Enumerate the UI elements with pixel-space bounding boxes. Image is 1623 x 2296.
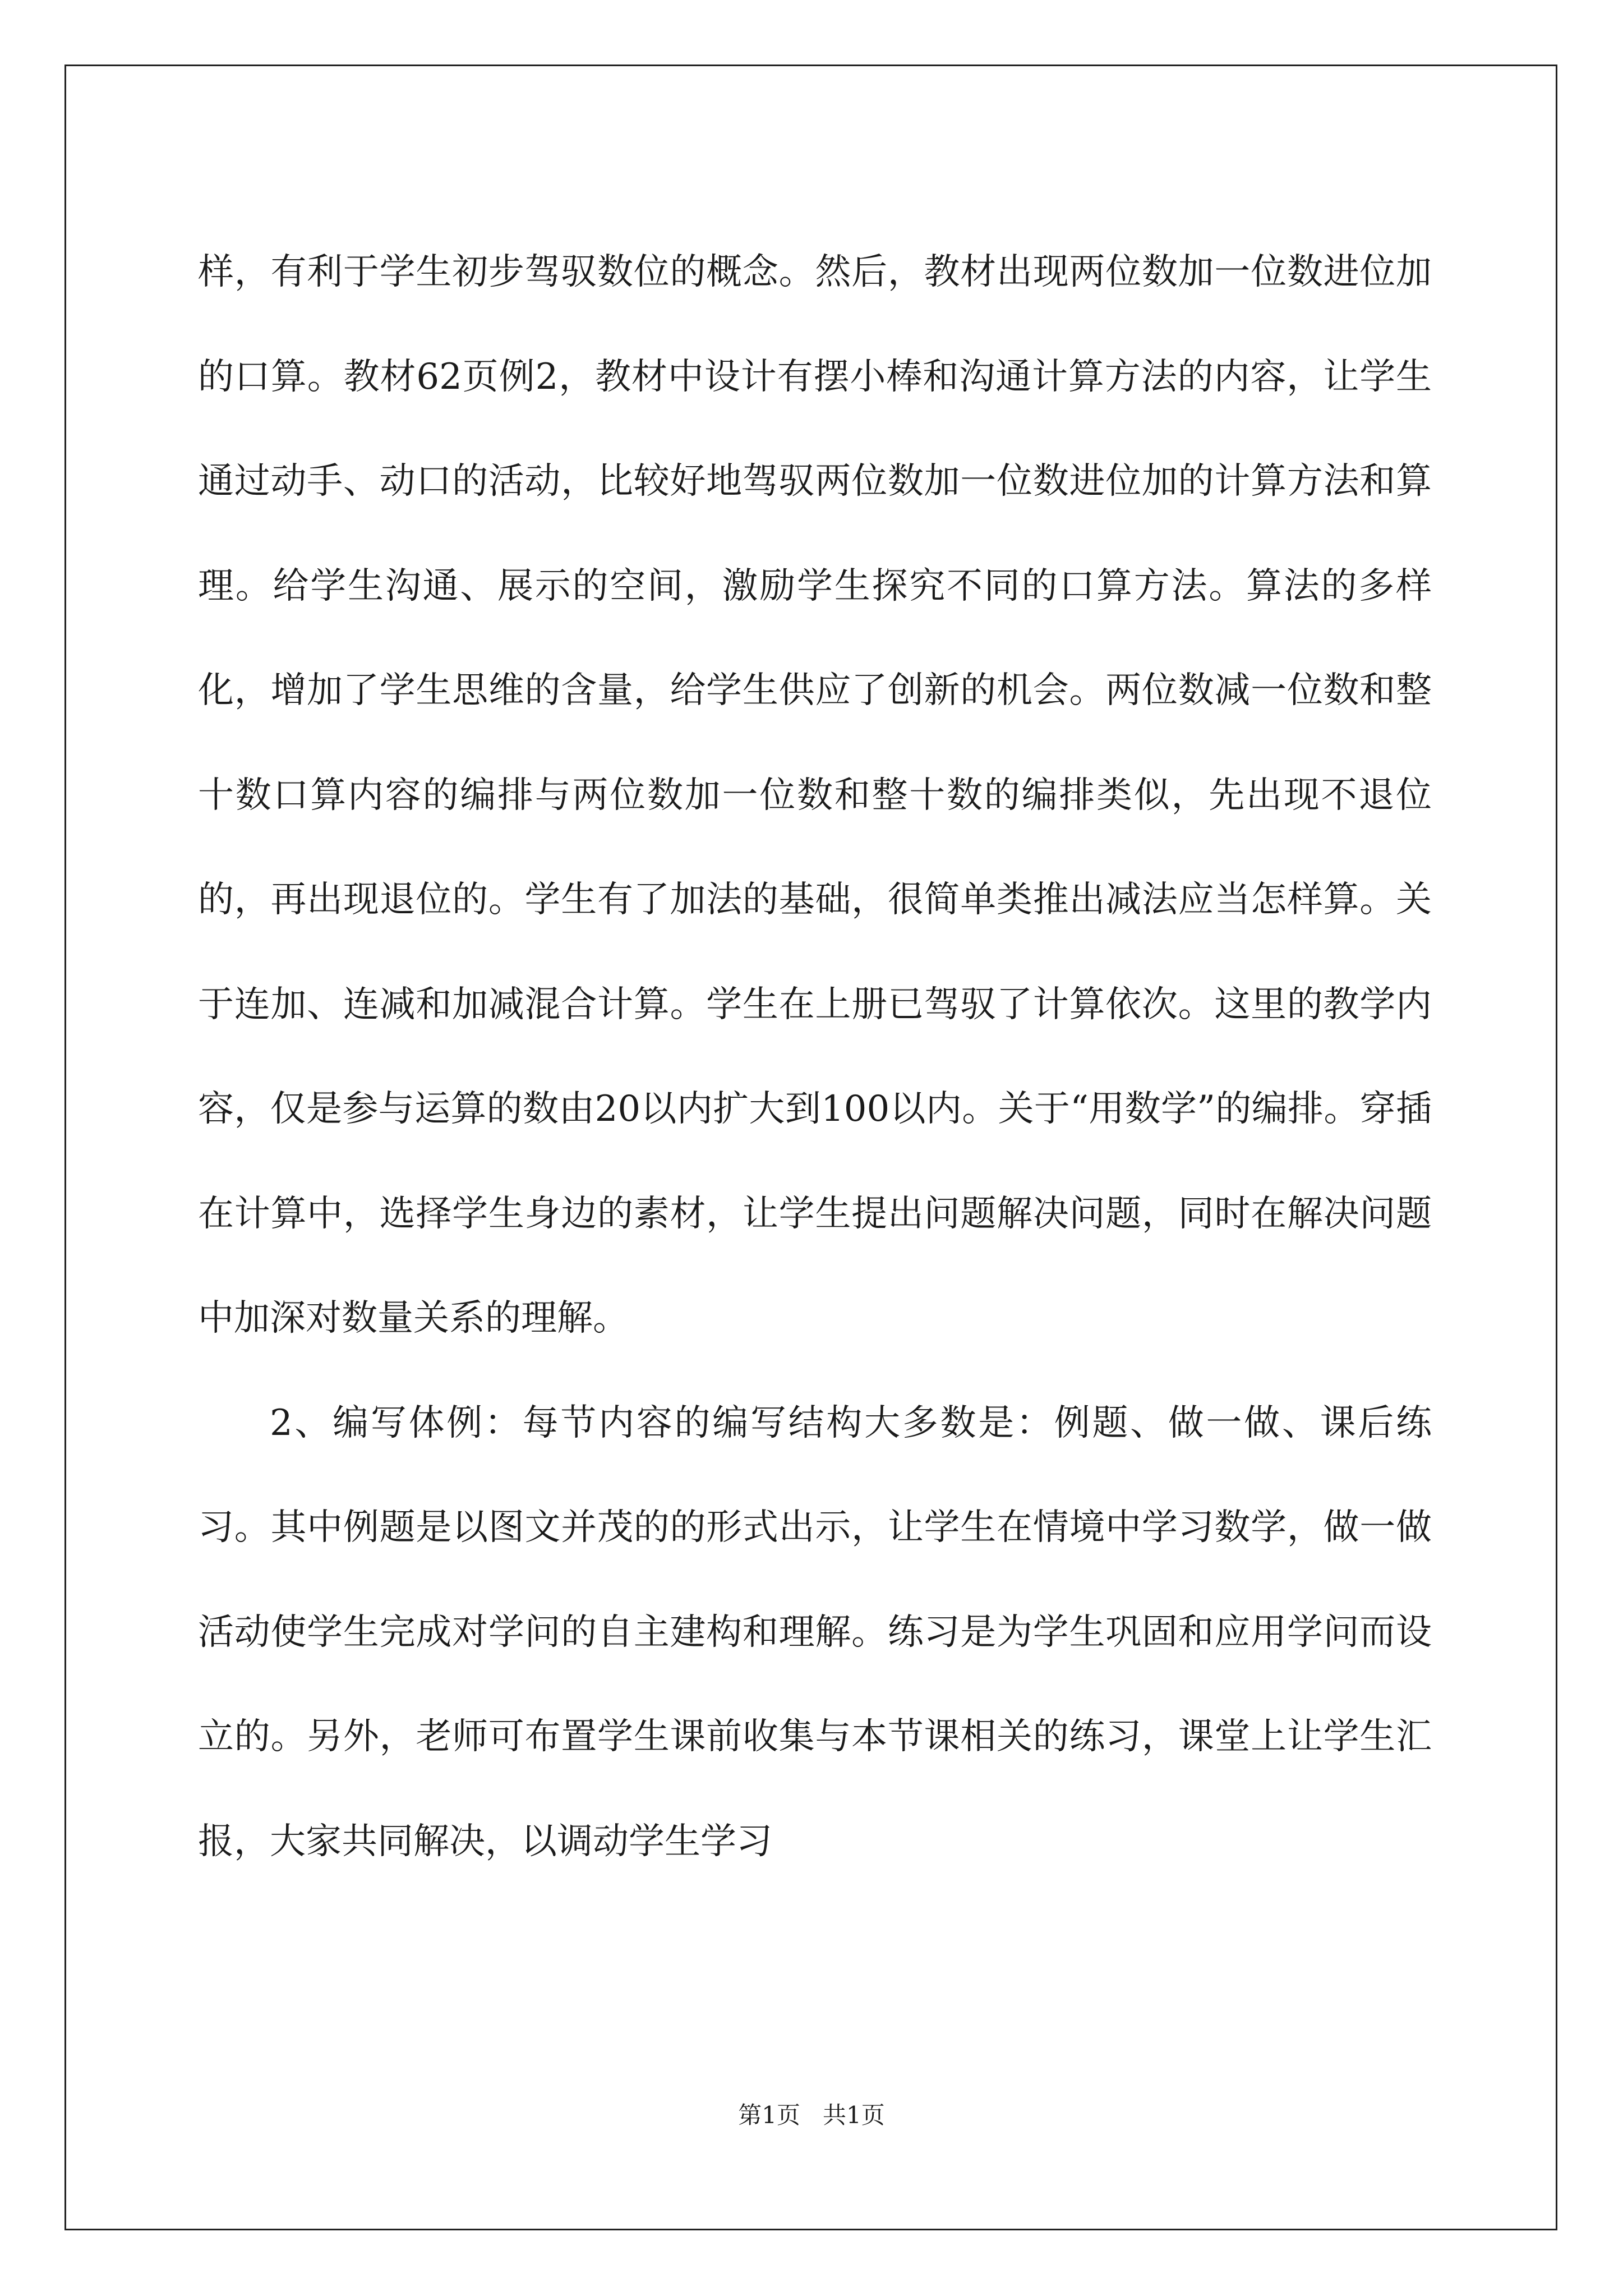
page-footer bbox=[0, 2100, 1623, 2131]
paragraph-1: 样，有利于学生初步驾驭数位的概念。然后，教材出现两位数加一位数进位加的口算。教材62页例2，教材中设计有摆小棒和沟通计算方法的内容，让学生通过动手、动口的活动，比较好地驾驭两位数加一位数进位加的计算方法和算理。给学生沟通、展示的空间，激励学生探究不同的口算方法。算法的多样化，增加了学生思维的含量，给学生供应了创新的机会。两位数减一位数和整十数口算内容的编排与两位数加一位数和整十数的编排类似，先出现不退位的，再出现退位的。学生有了加法的基础，很简单类推出减法应当怎样算。关于连加、连减和加减混合计算。学生在上册已驾驭了计算依次。这里的教学内容，仅是参与运算的数由20以内扩大到100以内。关于“用数学”的编排。穿插在计算中，选择学生身边的素材，让学生提出问题解决问题，同时在解决问题中加深对数量关系的理解。 bbox=[198, 251, 1432, 1339]
document-body bbox=[198, 220, 1432, 1894]
paragraph-2: 2、编写体例：每节内容的编写结构大多数是：例题、做一做、课后练习。其中例题是以图文并茂的的形式出示，让学生在情境中学习数学，做一做活动使学生完成对学问的自主建构和理解。练习是为学生巩固和应用学问而设立的。另外，老师可布置学生课前收集与本节课相关的练习，课堂上让学生汇报，大家共同解决，以调动学生学习 bbox=[198, 1402, 1432, 1862]
page-number: 第1页 共1页 bbox=[738, 2101, 885, 2129]
